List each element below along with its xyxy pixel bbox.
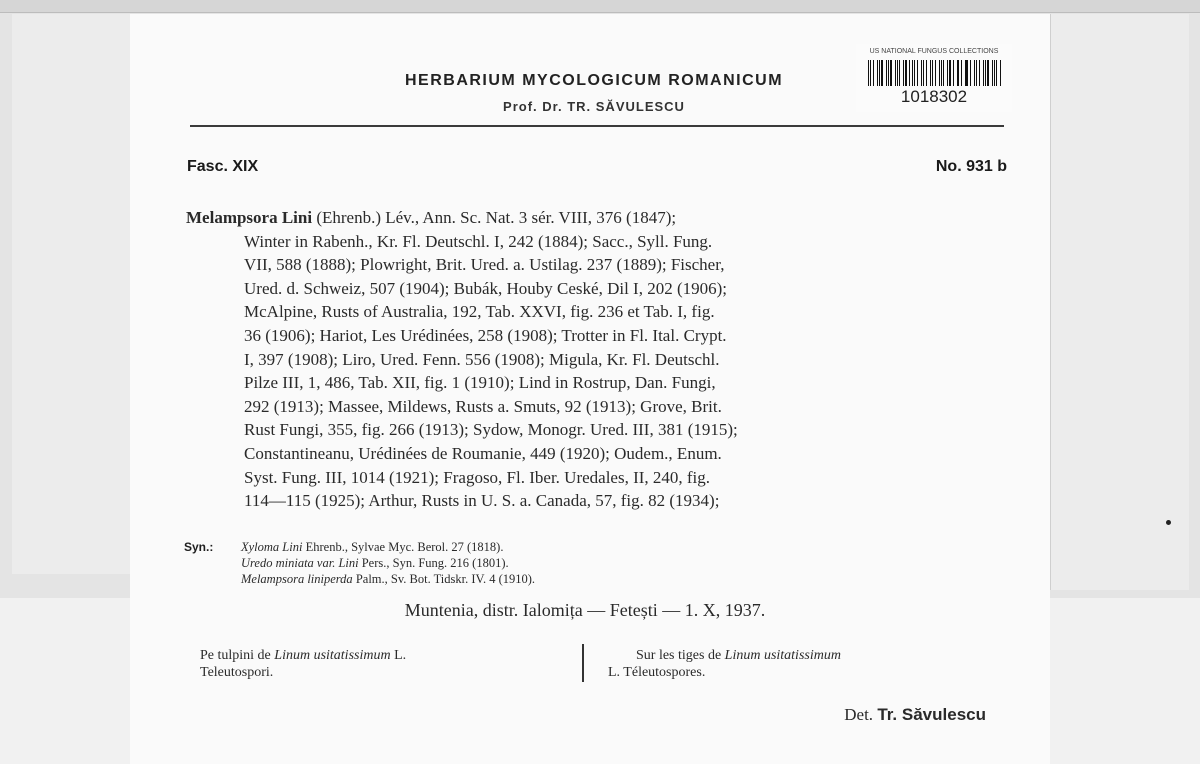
- barcode-bar: [888, 60, 889, 86]
- barcode-caption: US NATIONAL FUNGUS COLLECTIONS: [869, 48, 999, 55]
- envelope-top-strip: [0, 0, 1200, 13]
- barcode-bar: [877, 60, 878, 86]
- barcode-bar: [895, 60, 896, 86]
- barcode-bar: [868, 60, 869, 86]
- host-ro-prefix: Pe tulpini de: [200, 648, 275, 663]
- barcode-bar: [914, 60, 915, 86]
- barcode-bar: [965, 60, 966, 86]
- barcode-bar: [879, 60, 880, 86]
- barcode-bar: [985, 60, 986, 86]
- host-ro-author: L.: [390, 648, 407, 663]
- barcode-bar: [917, 60, 918, 86]
- host-fr-species: Linum usitatissimum: [724, 648, 841, 663]
- citation-line: Rust Fungi, 355, fig. 266 (1913); Sydow, Monogr. Ured. III, 381 (1915);: [244, 420, 738, 440]
- synonym-name: Uredo miniata var. Lini: [241, 556, 359, 570]
- determiner-name: Tr. Săvulescu: [877, 705, 986, 724]
- collection-locality: Muntenia, distr. Ialomița — Fetești — 1. X, 1937.: [404, 600, 766, 620]
- synonym-reference: Palm., Sv. Bot. Tidskr. IV. 4 (1910).: [352, 572, 536, 586]
- barcode-bar: [870, 60, 871, 86]
- barcode-bar: [976, 60, 977, 86]
- barcode-bar: [873, 60, 875, 86]
- synonym-item: [241, 539, 535, 555]
- barcode-bar: [932, 60, 933, 86]
- host-romanian: [200, 647, 572, 681]
- host-french: [608, 647, 998, 681]
- barcode-bar: [921, 60, 923, 86]
- barcode-bar: [923, 60, 924, 86]
- host-fr-prefix: Sur les tiges de: [636, 648, 725, 663]
- barcode-bar: [974, 60, 975, 86]
- barcode-bar: [1000, 60, 1001, 86]
- barcode-number: 1018302: [900, 87, 968, 106]
- barcode-bar: [941, 60, 942, 86]
- host-fr-stage: L. Téleutospores.: [608, 665, 706, 680]
- barcode-bar: [979, 60, 980, 86]
- citation-line: Constantineanu, Urédinées de Roumanie, 449 (1920); Oudem., Enum.: [244, 443, 722, 463]
- citation-line: 36 (1906); Hariot, Les Urédinées, 258 (1908); Trotter in Fl. Ital. Crypt.: [244, 325, 727, 345]
- barcode-bar: [949, 60, 951, 86]
- barcode-bar: [957, 60, 958, 86]
- synonym-reference: Pers., Syn. Fung. 216 (1801).: [358, 556, 509, 570]
- barcode-bar: [966, 60, 967, 86]
- citation-line: Ured. d. Schweiz, 507 (1904); Bubák, Houby Ceské, Dil I, 202 (1906);: [244, 278, 728, 298]
- synonyms-label: Syn.:: [184, 540, 214, 554]
- barcode-bar: [987, 60, 989, 86]
- barcode-bar: [912, 60, 913, 86]
- barcode-bar: [970, 60, 972, 86]
- synonym-name: Xyloma Lini: [241, 540, 303, 554]
- synonym-item: [241, 555, 535, 571]
- envelope-left-flap: [12, 14, 131, 574]
- barcode-bar: [958, 60, 959, 86]
- barcode-bar: [935, 60, 937, 86]
- synonym-reference: Ehrenb., Sylvae Myc. Berol. 27 (1818).: [302, 540, 504, 554]
- citation-line: [186, 206, 1006, 230]
- citation-line: Pilze III, 1, 486, Tab. XII, fig. 1 (1910); Lind in Rostrup, Dan. Fungi,: [244, 373, 716, 393]
- barcode-bar: [886, 60, 887, 86]
- barcode-bar: [881, 60, 882, 86]
- fascicle-label: Fasc. XIX: [187, 158, 259, 175]
- barcode-bar: [983, 60, 984, 86]
- citation-line: McAlpine, Rusts of Australia, 192, Tab. XXVI, fig. 236 et Tab. I, fig.: [244, 302, 715, 322]
- citation-line: 292 (1913); Massee, Mildews, Rusts a. Smuts, 92 (1913); Grove, Brit.: [244, 396, 722, 416]
- barcode-bar: [953, 60, 954, 86]
- host-ro-stage: Teleutospori.: [200, 665, 274, 680]
- barcode-bar: [905, 60, 907, 86]
- barcode-bar: [947, 60, 948, 86]
- barcode-bar: [994, 60, 995, 86]
- barcode-bar: [926, 60, 927, 86]
- barcode-bar: [961, 60, 962, 86]
- host-divider: [582, 644, 584, 682]
- header-rule: [190, 125, 1004, 127]
- synonym-item: [241, 571, 535, 587]
- herbarium-title: HERBARIUM MYCOLOGICUM ROMANICUM: [404, 72, 784, 89]
- citation-line: Winter in Rabenh., Kr. Fl. Deutschl. I, 242 (1884); Sacc., Syll. Fung.: [244, 231, 713, 251]
- herbarium-subtitle: Prof. Dr. TR. SĂVULESCU: [503, 99, 685, 114]
- citation-line: Syst. Fung. III, 1014 (1921); Fragoso, Fl. Iber. Uredales, II, 240, fig.: [244, 467, 711, 487]
- synonym-name: Melampsora liniperda: [241, 572, 353, 586]
- synonyms-list: [241, 539, 535, 587]
- barcode-bar: [897, 60, 898, 86]
- citation-line: VII, 588 (1888); Plowright, Brit. Ured. a. Ustilag. 237 (1889); Fischer,: [244, 255, 725, 275]
- barcode-bar: [939, 60, 940, 86]
- barcode-bar: [890, 60, 892, 86]
- barcode-bar: [930, 60, 931, 86]
- host-ro-line: [200, 647, 572, 664]
- barcode-bars: [868, 60, 1002, 86]
- barcode-label: [856, 44, 1012, 112]
- barcode-bar: [943, 60, 944, 86]
- envelope-right-flap: [1050, 14, 1189, 590]
- taxon-name: Melampsora Lini: [186, 208, 313, 227]
- determiner: [760, 705, 986, 725]
- citation-line: 114—115 (1925); Arthur, Rusts in U. S. a. Canada, 57, fig. 82 (1934);: [244, 491, 720, 511]
- host-ro-species: Linum usitatissimum: [274, 648, 391, 663]
- ink-dot: [1166, 520, 1171, 525]
- barcode-bar: [996, 60, 997, 86]
- specimen-number: No. 931 b: [935, 158, 1007, 175]
- citation-line: I, 397 (1908); Liro, Ured. Fenn. 556 (1908); Migula, Kr. Fl. Deutschl.: [244, 349, 720, 369]
- barcode-bar: [909, 60, 910, 86]
- taxon-citation: [186, 206, 1006, 513]
- barcode-bar: [899, 60, 900, 86]
- barcode-bar: [903, 60, 904, 86]
- barcode-bar: [992, 60, 993, 86]
- determiner-prefix: Det.: [844, 705, 878, 724]
- citation-line-text: (Ehrenb.) Lév., Ann. Sc. Nat. 3 sér. VIII, 376 (1847);: [312, 208, 677, 227]
- host-fr-line: [608, 647, 998, 664]
